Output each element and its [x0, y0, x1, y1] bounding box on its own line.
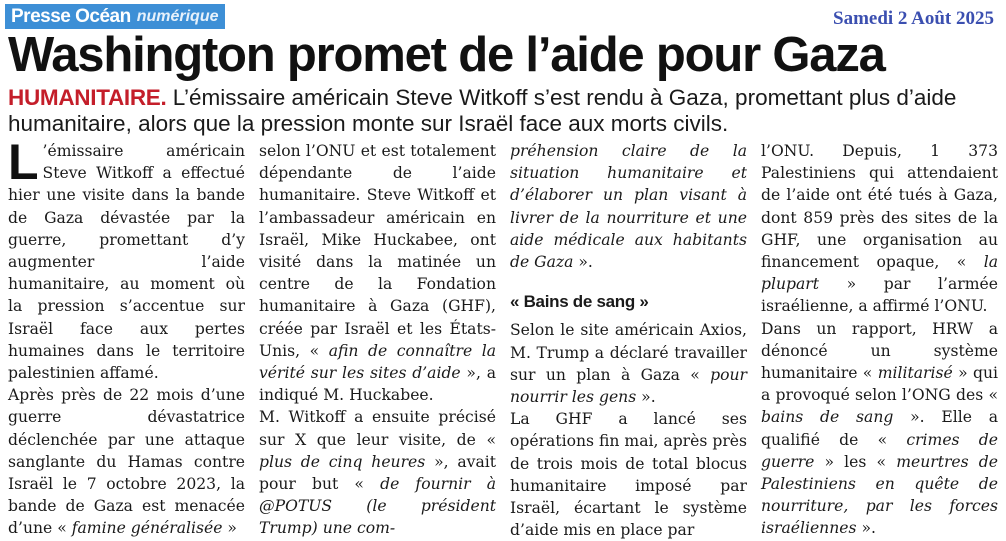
paragraph: [761, 318, 998, 540]
article-body: [8, 134, 998, 540]
paragraph-text: l’ONU. Depuis, 1 373 Palestiniens qui attendaient de l’aide ont été tués à Gaza, dont 859 près des sites de la GHF, une organisation au financement opaque, «: [761, 142, 998, 272]
quote-text: militarisé: [877, 364, 953, 383]
masthead-suffix: numérique: [136, 7, 219, 25]
paragraph: [761, 140, 998, 318]
lead-kicker: HUMANITAIRE.: [8, 85, 167, 110]
paragraph-text: ’émissaire américain Steve Witkoff a effectué hier une visite dans la bande de Gaza dévastée par la guerre, promettant d’y augmenter l’aide humanitaire, au moment où la pression s’accentue sur Israël face aux pertes humaines dans le territoire palestinien affamé.: [8, 142, 245, 383]
paragraph-text: selon l’ONU et est totalement dépendante de l’aide humanitaire. Steve Witkoff et l’ambassadeur américain en Israël, Mike Huckabee, ont visité dans la matinée un centre de la Fondation humanitaire à Gaza (GHF), créée par Israël et les États-Unis, «: [259, 142, 496, 360]
paragraph: [259, 406, 496, 539]
article-column-4: [761, 140, 998, 538]
paragraph: [8, 134, 245, 384]
paragraph-text: », a indiqué M. Huckabee.: [259, 364, 496, 405]
paragraph: [259, 140, 496, 406]
paragraph: La GHF a lancé ses opérations fin mai, après près de trois mois de total blocus humanitaire imposé par Israël, écartant le système d’aide mis en place par: [510, 410, 747, 540]
paragraph: [510, 319, 747, 408]
paragraph-text: » qui a provoqué selon l’ONG des «: [761, 364, 998, 405]
headline: Washington promet de l’aide pour Gaza: [8, 28, 885, 82]
paragraph-text: » par l’armée israélienne, a affirmé l’ONU.: [761, 275, 998, 316]
paragraph-text: »: [222, 519, 237, 538]
quote-text: pour nourrir les gens: [510, 365, 747, 407]
paragraph-text: ». Elle a qualifié de «: [761, 408, 998, 449]
paragraph: [510, 140, 747, 273]
quote-text: la plupart: [761, 253, 998, 294]
quote-text: crimes de guerre: [761, 430, 998, 471]
quote-text: afin de connaître la vérité sur les sites d’aide: [259, 341, 496, 383]
paragraph-text: Après près de 22 mois d’une guerre dévastatrice déclenchée par une attaque sanglante du Hamas contre Israël le 7 octobre 2023, la bande de Gaza est menacée d’une «: [8, 386, 245, 538]
paragraph-text: » les «: [814, 452, 897, 471]
paragraph-text: ».: [856, 519, 876, 538]
quote-text: bains de sang: [761, 408, 894, 427]
quote-text: famine généralisée: [71, 519, 223, 538]
subheading: « Bains de sang »: [510, 292, 649, 312]
article-column-2: [259, 140, 496, 538]
paragraph: [8, 384, 245, 539]
article-column-3: [510, 140, 747, 540]
masthead-brand: Presse Océan: [11, 5, 131, 27]
drop-cap: L: [8, 134, 39, 190]
paragraph-text: », avait pour but «: [259, 452, 496, 494]
quote-text: plus de cinq heures: [259, 452, 426, 471]
paragraph-text: ».: [573, 253, 593, 272]
paragraph-text: Selon le site américain Axios, M. Trump a déclaré travailler sur un plan à Gaza «: [510, 321, 747, 384]
paragraph-text: ».: [636, 388, 656, 407]
quote-text: préhension claire de la situation humanitaire et d’élaborer un plan visant à livrer de la nourriture et une aide médicale aux habitants de Gaza: [510, 142, 747, 272]
quote-text: de fournir à @POTUS (le président Trump) une com-: [259, 475, 496, 538]
issue-date: Samedi 2 Août 2025: [833, 8, 994, 29]
lead-paragraph: [8, 85, 998, 137]
paragraph-text: Dans un rapport, HRW a dénoncé un système humanitaire «: [761, 319, 998, 383]
quote-text: meurtres de Palestiniens en quête de nourriture, par les forces israéliennes: [761, 452, 998, 538]
article-column-1: [8, 134, 245, 538]
lead-text: L’émissaire américain Steve Witkoff s’est rendu à Gaza, promettant plus d’aide humanitaire, alors que la pression monte sur Israël face aux morts civils.: [8, 85, 957, 136]
paragraph-text: M. Witkoff a ensuite précisé sur X que leur visite, de «: [259, 408, 496, 449]
